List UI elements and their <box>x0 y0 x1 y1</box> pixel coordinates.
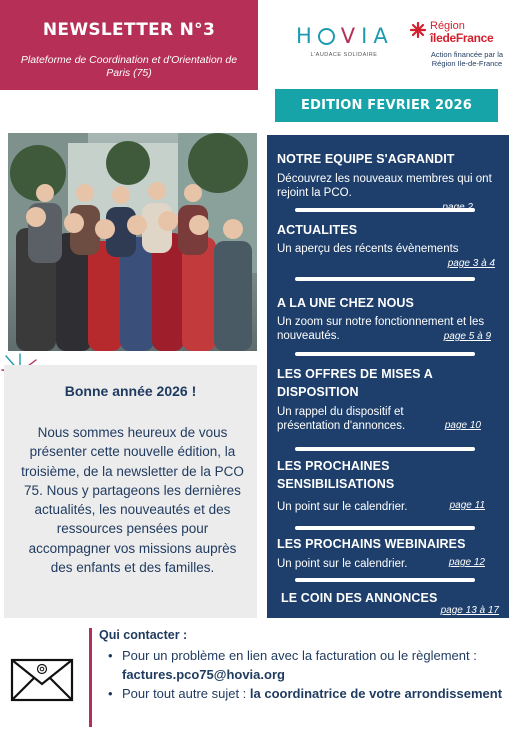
toc-desc: Un aperçu des récents évènements <box>277 243 459 255</box>
toc-divider <box>295 277 475 281</box>
region-label: Région <box>430 20 465 32</box>
toc-heading: LE COIN DES ANNONCES <box>281 591 438 605</box>
toc-heading: LES PROCHAINS WEBINAIRES <box>277 537 466 551</box>
contact-other-text: Pour tout autre sujet : <box>122 686 250 701</box>
toc-desc: Un zoom sur notre fonctionnement et les nouveautés. <box>277 316 485 342</box>
newsletter-title: NEWSLETTER N°3 <box>42 20 216 40</box>
region-name: îledeFrance <box>430 31 494 45</box>
team-photo-image <box>8 133 257 351</box>
table-of-contents <box>267 135 509 618</box>
toc-page-link[interactable]: page 10 <box>444 420 481 431</box>
region-star-icon <box>410 22 426 38</box>
newsletter-subtitle: Plateforme de Coordination et d'Orientation de Paris (75) <box>20 54 238 79</box>
contact-list <box>104 646 504 703</box>
toc-page-link[interactable]: page 11 <box>449 500 485 511</box>
toc-divider <box>295 526 475 530</box>
toc-divider <box>295 578 475 582</box>
toc-heading: A LA UNE CHEZ NOUS <box>277 296 414 310</box>
toc-desc: Un point sur le calendrier. <box>277 558 408 570</box>
toc-page-link[interactable]: page 5 à 9 <box>443 331 491 342</box>
hovia-o-icon <box>318 28 335 45</box>
greeting-body: Nous sommes heureux de vous présenter cette nouvelle édition, la troisième, de la newsletter de la PCO 75. Nous y partageons les dernières actualités, les nouveautés et des ressources pensées pour accompagner vos missions auprès des enfants et des familles. <box>21 425 244 576</box>
toc-heading: NOTRE EQUIPE S'AGRANDIT <box>277 152 455 166</box>
toc-page-link[interactable]: page 13 à 17 <box>440 605 499 616</box>
toc-divider <box>295 352 475 356</box>
toc-page-link[interactable]: page 12 <box>448 557 485 568</box>
hovia-tagline: L'AUDACE SOLIDAIRE <box>310 52 378 58</box>
contact-accent-bar <box>89 628 92 727</box>
contact-item-other <box>104 684 504 703</box>
toc-heading: LES PROCHAINES SENSIBILISATIONS <box>277 459 395 491</box>
toc-heading: ACTUALITES <box>277 223 358 237</box>
toc-page-link[interactable]: page 3 à 4 <box>447 258 495 269</box>
toc-desc: Un rappel du dispositif et présentation d'annonces. <box>277 406 406 432</box>
edition-banner: EDITION FEVRIER 2026 <box>275 89 498 122</box>
greeting-title: Bonne année 2026 ! <box>64 383 197 399</box>
coordinator-contact: la coordinatrice de votre arrondissement <box>249 686 503 701</box>
team-photo <box>8 133 257 351</box>
funding-note: Action financée par la Région Ile-de-France <box>430 50 504 68</box>
toc-desc: Découvrez les nouveaux membres qui ont rejoint la PCO. <box>277 173 492 199</box>
toc-divider <box>295 447 475 451</box>
toc-desc: Un point sur le calendrier. <box>277 501 408 513</box>
toc-divider <box>295 208 475 212</box>
hovia-logo: H VIA L'AUDACE SOLIDAIRE <box>296 24 394 58</box>
contact-billing-text: Pour un problème en lien avec la facturation ou le règlement : <box>122 648 477 663</box>
contact-item-billing <box>104 646 504 684</box>
mail-icon <box>10 658 74 702</box>
contact-title: Qui contacter : <box>99 628 188 642</box>
newsletter-header <box>0 0 258 90</box>
greeting-box <box>4 365 257 618</box>
billing-email-link[interactable]: factures.pco75@hovia.org <box>122 667 285 682</box>
toc-heading: LES OFFRES DE MISES A DISPOSITION <box>277 367 433 399</box>
